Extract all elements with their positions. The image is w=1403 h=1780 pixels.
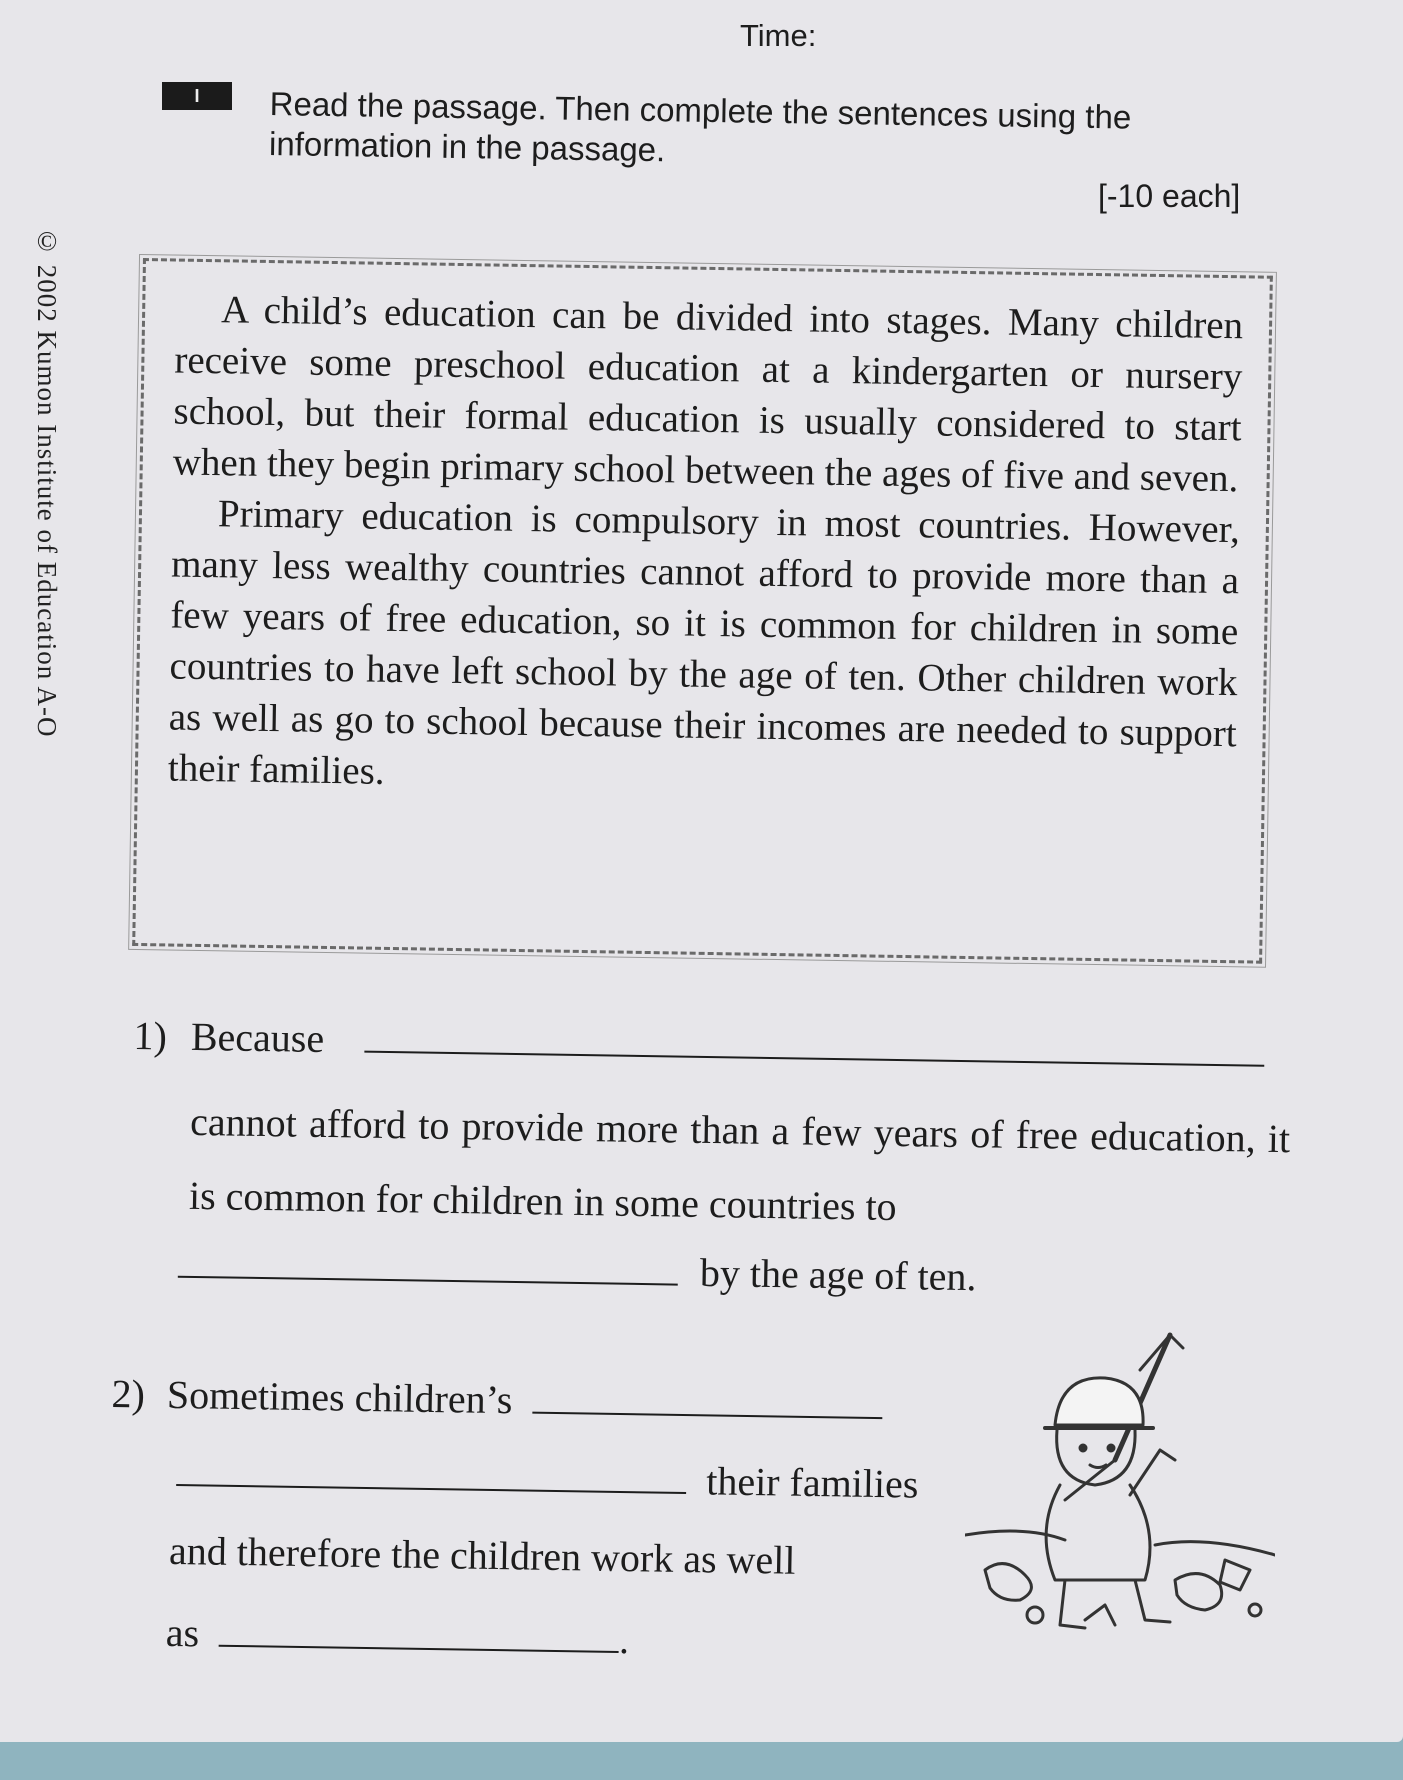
passage-paragraph-2: Primary education is compulsory in most countries. However, many less wealthy countries cannot afford to provide more than a few years of free education, so it is common for children in some countries to have left school by the age of ten. Other children work as well as go to school because their incomes are needed to support their families. [167, 492, 1241, 793]
question-2-blank-3[interactable] [219, 1609, 620, 1653]
question-1-blank-2[interactable] [178, 1240, 679, 1286]
question-2-end: . [618, 1617, 630, 1663]
question-2-blank-1[interactable] [532, 1376, 883, 1419]
copyright-note: © 2002 Kumon Institute of Education A-O [32, 226, 62, 738]
question-1 [130, 1010, 1294, 1308]
question-2-line-3: and therefore the children work as well [168, 1527, 796, 1583]
reading-passage [132, 258, 1273, 964]
passage-paragraph-1: A child’s education can be divided into stages. Many children receive some preschool education at a kindergarten or nursery school, but their formal education is usually considered to start when they begin primary school between the ages of five and seven. [172, 288, 1244, 501]
question-1-start: Because [190, 1013, 325, 1061]
question-2-start: Sometimes children’s [166, 1371, 513, 1423]
question-1-middle: cannot afford to provide more than a few years of free education, it is common for children in some countries to [188, 1098, 1291, 1230]
question-1-blank-1[interactable] [364, 1015, 1264, 1067]
question-2-as: as [165, 1609, 200, 1656]
question-2-number: 2) [111, 1370, 146, 1417]
time-label: Time: [740, 18, 817, 53]
question-2 [107, 1368, 951, 1671]
section-badge: I [162, 82, 232, 110]
miner-with-pickaxe-icon [965, 1330, 1275, 1650]
question-2-mid: their families [705, 1458, 919, 1507]
question-2-blank-2[interactable] [176, 1448, 687, 1494]
question-1-end: by the age of ten. [699, 1249, 977, 1300]
question-1-number: 1) [133, 1012, 168, 1059]
instructions: Read the passage. Then complete the sentences using the information in the passage. [268, 84, 1132, 169]
points-label: [-10 each] [1098, 178, 1241, 214]
